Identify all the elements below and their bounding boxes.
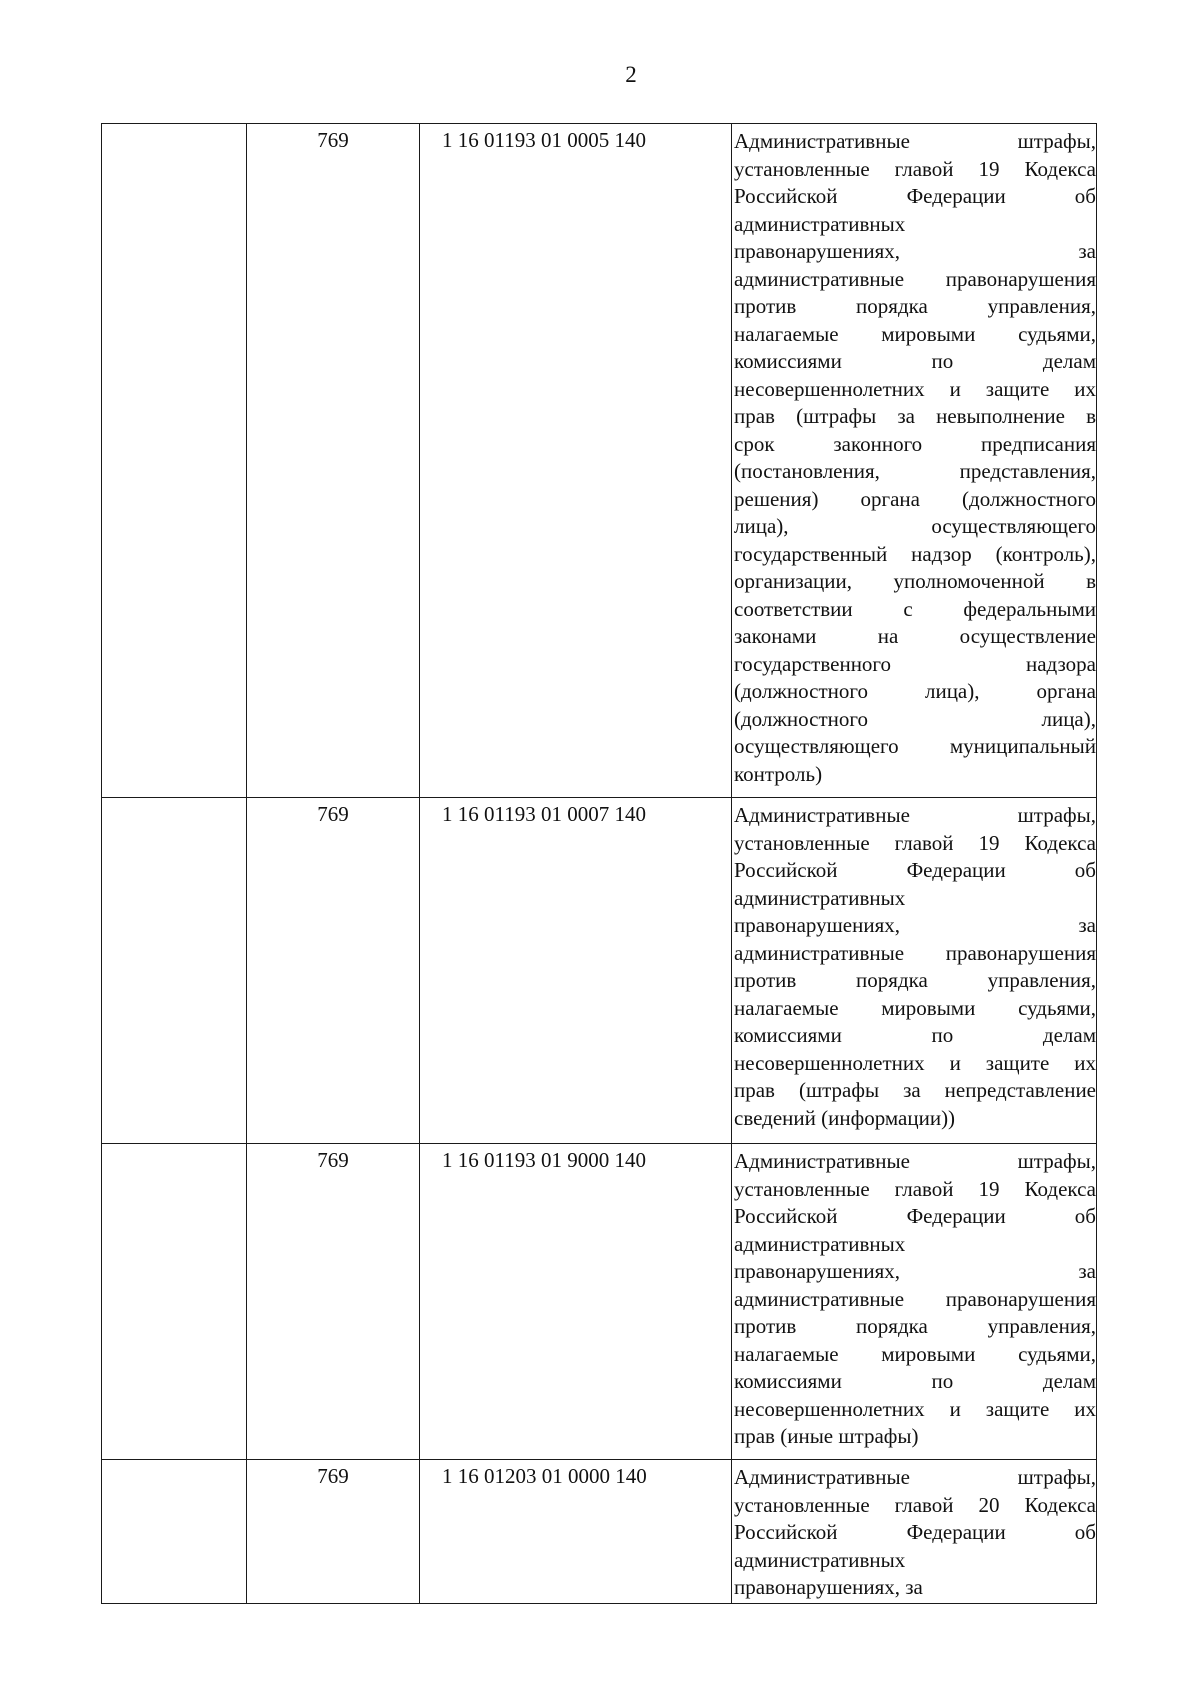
description-line: налагаемые мировыми судьями, [734,321,1096,346]
description-line: правонарушениях, за [734,1259,1096,1283]
description-line: сведений (информации)) [734,1105,956,1130]
description-line: прав (иные штрафы) [734,1424,919,1448]
description-line: административные правонарушения [734,1286,1096,1311]
description-line: (должностного лица), органа [734,679,1096,703]
budget-code-cell: 1 16 01193 01 0005 140 [420,124,732,798]
description-line: прав (штрафы за непредставление [734,1078,1096,1102]
description-line: Административные штрафы, [734,129,1096,153]
description-cell [732,798,1097,1144]
description-line: (постановления, представления, [734,459,1096,483]
description-line: против порядка управления, [734,968,1096,992]
description-line: административных [734,1231,906,1256]
description-line: правонарушениях, за [734,239,1096,263]
description-line: против порядка управления, [734,1314,1096,1338]
description-line: административные правонарушения [734,266,1096,291]
budget-classification-table [101,123,1097,1604]
description-line: осуществляющего муниципальный [734,734,1096,758]
description-line: установленные главой 19 Кодекса [734,1176,1096,1201]
empty-cell [102,798,247,1144]
description-line: срок законного предписания [734,431,1096,456]
description-line: Административные штрафы, [734,1465,1096,1489]
description-line: административных [734,211,906,236]
description-line: комиссиями по делам [734,349,1096,373]
budget-code-cell: 1 16 01203 01 0000 140 [420,1460,732,1604]
description-line: Российской Федерации об [734,184,1096,208]
description-line: административных [734,885,906,910]
description-line: Административные штрафы, [734,1149,1096,1173]
admin-code-cell: 769 [247,124,420,798]
description-line: лица), осуществляющего [734,514,1096,538]
description-line: несовершеннолетних и защите их [734,1396,1096,1421]
description-cell [732,124,1097,798]
description-line: государственного надзора [734,651,1096,676]
table-row [102,1144,1097,1460]
description-line: законами на осуществление [734,624,1096,648]
page-number: 2 [625,62,637,87]
description-line: комиссиями по делам [734,1023,1096,1047]
description-line: несовершеннолетних и защите их [734,376,1096,401]
empty-cell [102,1144,247,1460]
description-line: прав (штрафы за невыполнение в [734,404,1096,428]
description-line: государственный надзор (контроль), [734,541,1096,566]
description-line: налагаемые мировыми судьями, [734,1341,1096,1366]
description-line: установленные главой 20 Кодекса [734,1492,1096,1517]
description-line: организации, уполномоченной в [734,569,1096,593]
description-cell [732,1460,1097,1604]
description-line: против порядка управления, [734,294,1096,318]
description-line: административных [734,1547,906,1572]
description-line: решения) органа (должностного [734,486,1096,511]
budget-code-cell: 1 16 01193 01 0007 140 [420,798,732,1144]
description-cell [732,1144,1097,1460]
empty-cell [102,1460,247,1604]
admin-code-cell: 769 [247,1144,420,1460]
description-line: Российской Федерации об [734,858,1096,882]
description-line: правонарушениях, за [734,1575,923,1599]
table-row [102,798,1097,1144]
description-line: Российской Федерации об [734,1204,1096,1228]
description-line: правонарушениях, за [734,913,1096,937]
table-row [102,1460,1097,1604]
table-row [102,124,1097,798]
description-line: Административные штрафы, [734,803,1096,827]
description-line: налагаемые мировыми судьями, [734,995,1096,1020]
description-line: установленные главой 19 Кодекса [734,830,1096,855]
description-line: контроль) [734,761,823,786]
description-line: (должностного лица), [734,706,1096,731]
budget-code-cell: 1 16 01193 01 9000 140 [420,1144,732,1460]
description-line: соответствии с федеральными [734,596,1096,621]
empty-cell [102,124,247,798]
admin-code-cell: 769 [247,798,420,1144]
description-line: комиссиями по делам [734,1369,1096,1393]
description-line: административные правонарушения [734,940,1096,965]
description-line: несовершеннолетних и защите их [734,1050,1096,1075]
description-line: Российской Федерации об [734,1520,1096,1544]
description-line: установленные главой 19 Кодекса [734,156,1096,181]
admin-code-cell: 769 [247,1460,420,1604]
